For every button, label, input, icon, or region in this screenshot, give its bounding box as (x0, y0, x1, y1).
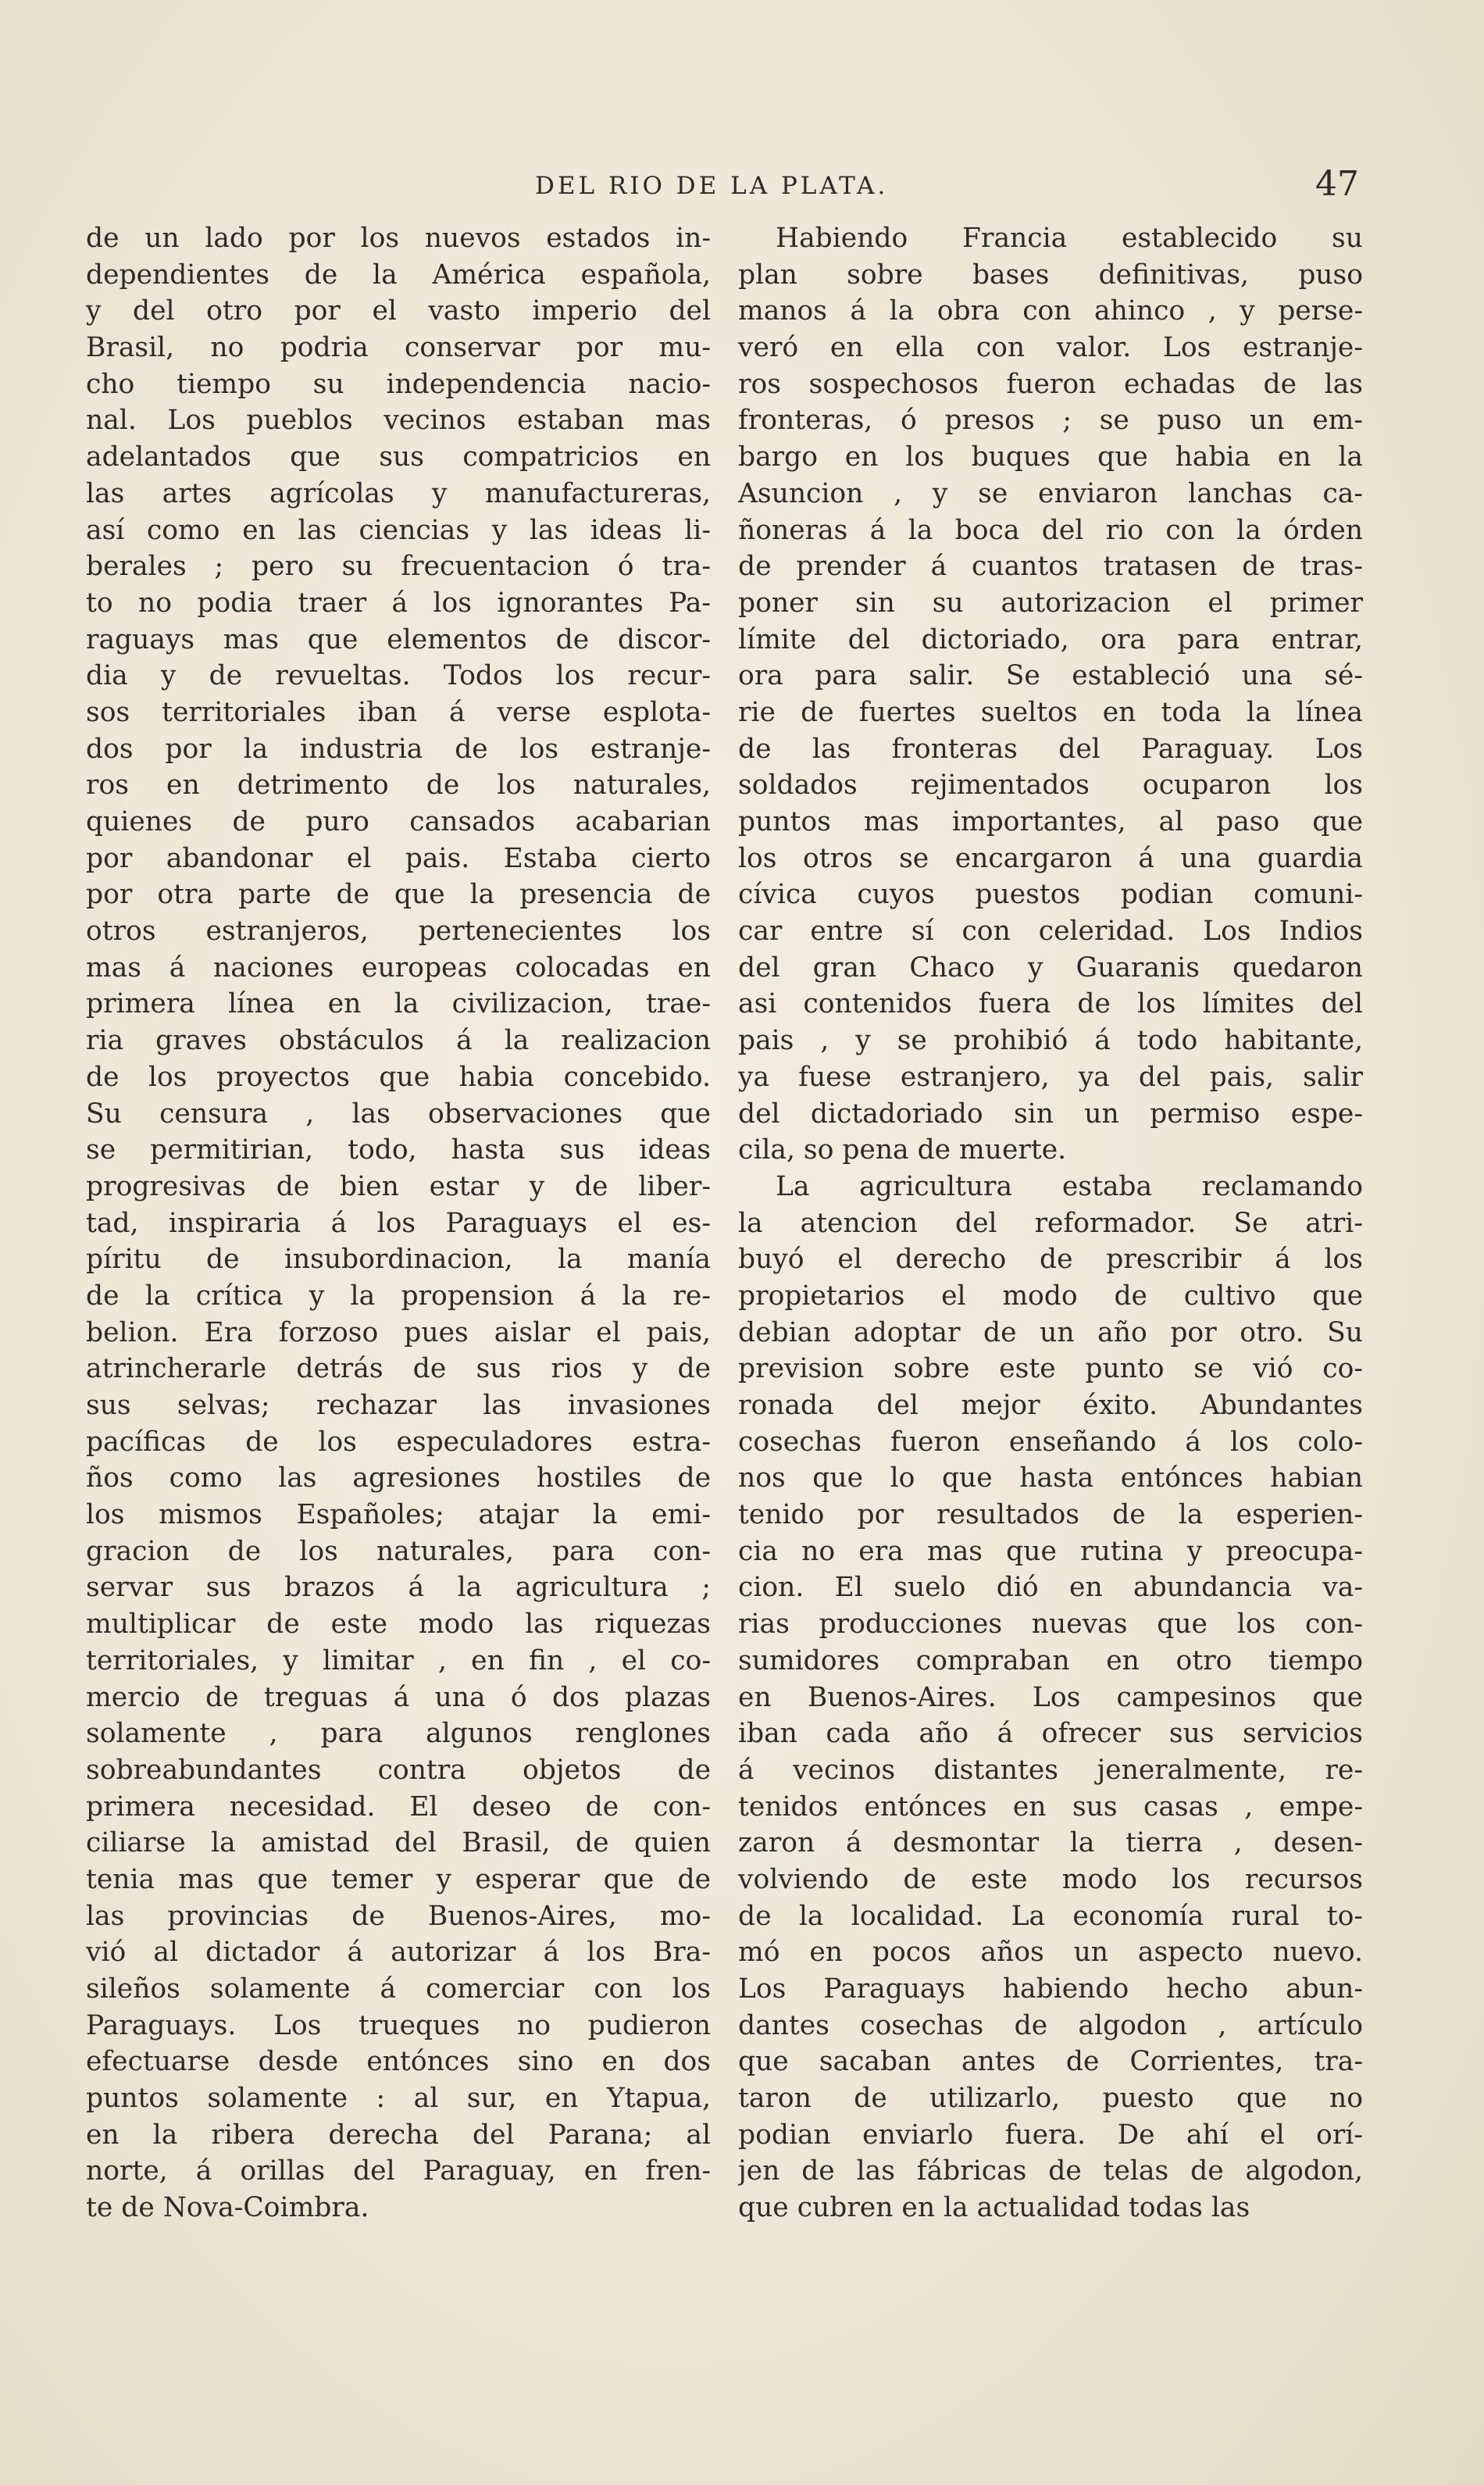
text-line: iban cada año á ofrecer sus servicios (738, 1718, 1363, 1750)
text-line: dia y de revueltas. Todos los recur- (86, 660, 711, 692)
text-line: territoriales, y limitar , en fin , el co- (86, 1644, 711, 1676)
text-line: por otra parte de que la presencia de (86, 879, 711, 911)
text-line: cia no era mas que rutina y preocupa- (738, 1535, 1363, 1567)
text-line: solamente , para algunos renglones (86, 1718, 711, 1750)
text-line: pais , y se prohibió á todo habitante, (738, 1025, 1363, 1057)
text-line: del gran Chaco y Guaranis quedaron (738, 952, 1363, 984)
text-line: quienes de puro cansados acabarian (86, 806, 711, 837)
right-text-column (738, 220, 1363, 2226)
text-line: fronteras, ó presos ; se puso un em- (738, 405, 1363, 437)
text-line: pacíficas de los especuladores estra- (86, 1426, 711, 1458)
text-line: mó en pocos años un aspecto nuevo. (738, 1937, 1363, 1969)
text-line: primera necesidad. El deseo de con- (86, 1791, 711, 1823)
text-line: cho tiempo su independencia nacio- (86, 368, 711, 400)
text-line: sus selvas; rechazar las invasiones (86, 1390, 711, 1421)
page-number: 47 (1315, 164, 1359, 204)
text-line: de los proyectos que habia concebido. (86, 1061, 711, 1093)
text-line: Los Paraguays habiendo hecho abun- (738, 1973, 1363, 2005)
text-line: zaron á desmontar la tierra , desen- (738, 1827, 1363, 1859)
text-line: cívica cuyos puestos podian comuni- (738, 879, 1363, 911)
text-line: mas á naciones europeas colocadas en (86, 952, 711, 984)
text-line: atrincherarle detrás de sus rios y de (86, 1353, 711, 1385)
text-line: asi contenidos fuera de los límites del (738, 988, 1363, 1020)
text-line: así como en las ciencias y las ideas li- (86, 514, 711, 546)
left-text-column (86, 220, 711, 2226)
text-line: dependientes de la América española, (86, 259, 711, 291)
text-line: sumidores compraban en otro tiempo (738, 1644, 1363, 1676)
text-line: raguays mas que elementos de discor- (86, 623, 711, 655)
text-line: ros sospechosos fueron echadas de las (738, 368, 1363, 400)
text-line: volviendo de este modo los recursos (738, 1863, 1363, 1895)
text-line: ños como las agresiones hostiles de (86, 1462, 711, 1494)
text-line: sileños solamente á comerciar con los (86, 1973, 711, 2005)
text-line: Asuncion , y se enviaron lanchas ca- (738, 477, 1363, 509)
text-line: bargo en los buques que habia en la (738, 441, 1363, 473)
text-line: ciliarse la amistad del Brasil, de quien (86, 1827, 711, 1859)
text-line: Paraguays. Los trueques no pudieron (86, 2009, 711, 2041)
text-line: rias producciones nuevas que los con- (738, 1608, 1363, 1641)
text-line: Brasil, no podria conservar por mu- (86, 332, 711, 364)
text-line: norte, á orillas del Paraguay, en fren- (86, 2155, 711, 2187)
text-line: servar sus brazos á la agricultura ; (86, 1572, 711, 1604)
text-line: del dictadoriado sin un permiso espe- (738, 1098, 1363, 1130)
text-line: primera línea en la civilizacion, trae- (86, 988, 711, 1020)
text-line: ria graves obstáculos á la realizacion (86, 1025, 711, 1057)
text-line: soldados rejimentados ocuparon los (738, 769, 1363, 802)
text-line: multiplicar de este modo las riquezas (86, 1608, 711, 1641)
text-line: plan sobre bases definitivas, puso (738, 259, 1363, 291)
text-line: á vecinos distantes jeneralmente, re- (738, 1754, 1363, 1786)
text-line: berales ; pero su frecuentacion ó tra- (86, 551, 711, 583)
text-line: poner sin su autorizacion el primer (738, 587, 1363, 619)
text-line: tenidos entónces en sus casas , empe- (738, 1791, 1363, 1823)
text-line: nal. Los pueblos vecinos estaban mas (86, 405, 711, 437)
text-line: y del otro por el vasto imperio del (86, 295, 711, 327)
text-line: en la ribera derecha del Parana; al (86, 2119, 711, 2151)
text-line: rie de fuertes sueltos en toda la línea (738, 696, 1363, 728)
text-line: las artes agrícolas y manufactureras, (86, 477, 711, 509)
text-line: jen de las fábricas de telas de algodon, (738, 2155, 1363, 2187)
text-line: tenia mas que temer y esperar que de (86, 1863, 711, 1895)
text-line: podian enviarlo fuera. De ahí el orí- (738, 2119, 1363, 2151)
text-line: Habiendo Francia establecido su (776, 223, 1363, 254)
text-line: mercio de treguas á una ó dos plazas (86, 1681, 711, 1713)
text-line: de la localidad. La economía rural to- (738, 1900, 1363, 1932)
text-line: ronada del mejor éxito. Abundantes (738, 1390, 1363, 1421)
text-line: puntos solamente : al sur, en Ytapua, (86, 2083, 711, 2115)
text-line: vió al dictador á autorizar á los Bra- (86, 1937, 711, 1969)
text-line: la atencion del reformador. Se atri- (738, 1207, 1363, 1239)
running-title: DEL RIO DE LA PLATA. (535, 172, 889, 200)
text-line: adelantados que sus compatricios en (86, 441, 711, 473)
text-line: prevision sobre este punto se vió co- (738, 1353, 1363, 1385)
text-line: por abandonar el pais. Estaba cierto (86, 842, 711, 874)
text-line: sos territoriales iban á verse esplota- (86, 696, 711, 728)
text-line: ñoneras á la boca del rio con la órden (738, 514, 1363, 546)
text-line: ya fuese estranjero, ya del pais, salir (738, 1061, 1363, 1093)
text-line: progresivas de bien estar y de liber- (86, 1170, 711, 1202)
text-line: efectuarse desde entónces sino en dos (86, 2046, 711, 2078)
text-line: te de Nova-Coimbra. (86, 2192, 369, 2224)
text-line: veró en ella con valor. Los estranje- (738, 332, 1363, 364)
text-line: car entre sí con celeridad. Los Indios (738, 916, 1363, 948)
text-line: gracion de los naturales, para con- (86, 1535, 711, 1567)
text-line: ros en detrimento de los naturales, (86, 769, 711, 802)
text-line: en Buenos-Aires. Los campesinos que (738, 1681, 1363, 1713)
text-line: manos á la obra con ahinco , y perse- (738, 295, 1363, 327)
text-line: cila, so pena de muerte. (738, 1134, 1067, 1166)
text-line: las provincias de Buenos-Aires, mo- (86, 1900, 711, 1932)
text-line: propietarios el modo de cultivo que (738, 1280, 1363, 1312)
text-line: de las fronteras del Paraguay. Los (738, 733, 1363, 765)
text-line: to no podia traer á los ignorantes Pa- (86, 587, 711, 619)
text-line: que cubren en la actualidad todas las (738, 2192, 1250, 2224)
text-line: píritu de insubordinacion, la manía (86, 1244, 711, 1276)
text-line: buyó el derecho de prescribir á los (738, 1244, 1363, 1276)
text-line: tenido por resultados de la esperien- (738, 1499, 1363, 1531)
text-line: tad, inspiraria á los Paraguays el es- (86, 1207, 711, 1239)
text-line: dos por la industria de los estranje- (86, 733, 711, 765)
text-line: nos que lo que hasta entónces habian (738, 1462, 1363, 1494)
text-line: límite del dictoriado, ora para entrar, (738, 623, 1363, 655)
text-line: de un lado por los nuevos estados in- (86, 223, 711, 254)
text-line: cion. El suelo dió en abundancia va- (738, 1572, 1363, 1604)
text-line: Su censura , las observaciones que (86, 1098, 711, 1130)
text-line: se permitirian, todo, hasta sus ideas (86, 1134, 711, 1166)
text-line: puntos mas importantes, al paso que (738, 806, 1363, 837)
text-line: cosechas fueron enseñando á los colo- (738, 1426, 1363, 1458)
text-line: La agricultura estaba reclamando (776, 1170, 1363, 1202)
text-line: debian adoptar de un año por otro. Su (738, 1316, 1363, 1348)
page-header (86, 164, 1359, 208)
text-line: dantes cosechas de algodon , artículo (738, 2009, 1363, 2041)
text-line: de la crítica y la propension á la re- (86, 1280, 711, 1312)
text-line: los mismos Españoles; atajar la emi- (86, 1499, 711, 1531)
text-line: sobreabundantes contra objetos de (86, 1754, 711, 1786)
text-line: belion. Era forzoso pues aislar el pais, (86, 1316, 711, 1348)
text-line: los otros se encargaron á una guardia (738, 842, 1363, 874)
text-line: otros estranjeros, pertenecientes los (86, 916, 711, 948)
text-line: de prender á cuantos tratasen de tras- (738, 551, 1363, 583)
text-line: ora para salir. Se estableció una sé- (738, 660, 1363, 692)
text-line: taron de utilizarlo, puesto que no (738, 2083, 1363, 2115)
text-line: que sacaban antes de Corrientes, tra- (738, 2046, 1363, 2078)
